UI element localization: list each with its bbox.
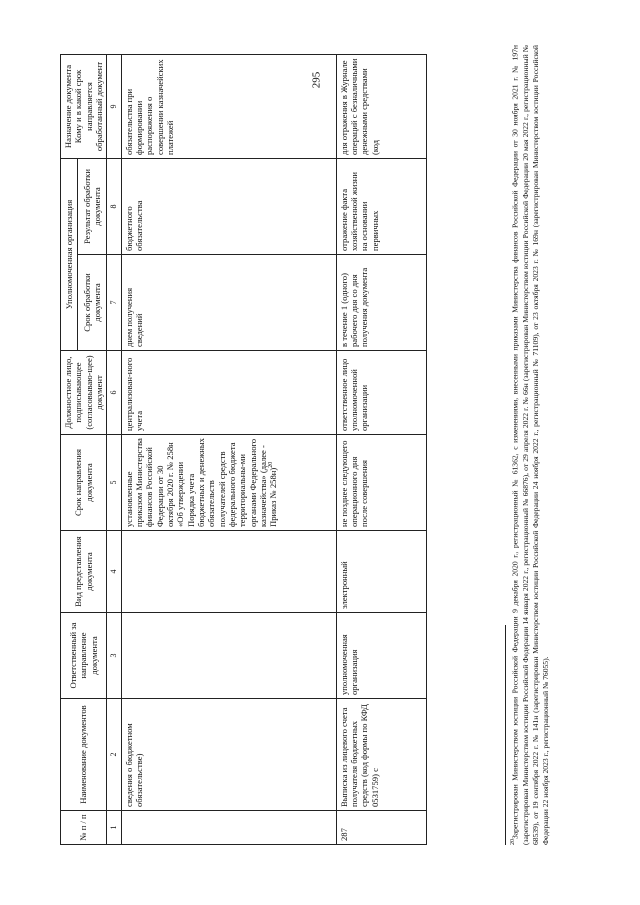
footnote bbox=[505, 45, 552, 845]
header-signing-official: Должностное лицо, подписывающее (согласовываю-щее) документ bbox=[61, 351, 107, 435]
column-number: 9 bbox=[107, 54, 122, 158]
column-number: 2 bbox=[107, 699, 122, 811]
footnote-divider bbox=[505, 625, 506, 845]
column-number: 3 bbox=[107, 613, 122, 699]
cell-processing-deadline: в течение 1 (одного) рабочего дня со дня получения документа bbox=[336, 255, 426, 351]
header-number: № п / п bbox=[61, 811, 107, 845]
cell-signing-official: ответственное лицо уполномоченной организации bbox=[336, 351, 426, 435]
table-row bbox=[121, 54, 336, 844]
column-numbers-row bbox=[107, 54, 122, 844]
cell-presentation-type: электронный bbox=[336, 531, 426, 613]
header-document-name: Наименование документов bbox=[61, 699, 107, 811]
cell-purpose: обязательства при формировании распоряжения о совершении казначейских платежей bbox=[121, 54, 336, 158]
cell-processing-result: бюджетного обязательства bbox=[121, 158, 336, 254]
header-processing-deadline: Срок обработки документа bbox=[78, 255, 107, 351]
header-purpose: Назначение документа Кому и в какой срок направляется обработанный документ bbox=[61, 54, 107, 158]
cell-document-name: сведения о бюджетном обязательстве) bbox=[121, 699, 336, 811]
footnote-mark: 20 bbox=[510, 839, 516, 845]
cell-send-deadline bbox=[121, 435, 336, 531]
table-row bbox=[336, 54, 426, 844]
header-presentation-type: Вид представления документа bbox=[61, 531, 107, 613]
cell-responsible bbox=[121, 613, 336, 699]
header-authorized-org: Уполномоченная организация bbox=[61, 158, 78, 350]
cell-number bbox=[121, 811, 336, 845]
cell-processing-deadline: днем получения сведений bbox=[121, 255, 336, 351]
cell-send-deadline-text: не позднее следующего операционного дня после совершения bbox=[338, 440, 370, 527]
header-send-deadline: Срок направления документа bbox=[61, 435, 107, 531]
cell-processing-result: отражение факта хозяйственной жизни на основании первичных bbox=[336, 158, 426, 254]
cell-document-name: Выписка из лицевого счета получателя бюджетных средств (код формы по КФД 0531759) с bbox=[336, 699, 426, 811]
document-table bbox=[60, 54, 427, 845]
footnote-text: Зарегистрирован Министерством юстиции Российской Федерации 9 декабря 2020 г., регистрационный № 61362, с изменениями, внесенными приказами Министерства финансов Российской Федерации от 30 ноября 2021 г. № 197н (зарегистрирован Министерством юстиции Российской Федерации 14 января 2022 г., регистрационный № 66876), от 29 апреля 2022 г. № 66н (зарегистрирован Министерством юстиции Российской Федерации 20 мая 2022 г., регистрационный № 68539), от 19 сентября 2022 г. № 141н (зарегистрирован Министерством юстиции Российской Федерации 24 ноября 2022 г., регистрационный № 71109), от 23 октября 2023 г. № 169н (зарегистрирован Министерством юстиции Российской Федерации 22 ноября 2023 г., регистрационный № 76055). bbox=[510, 45, 551, 845]
page-number: 295 bbox=[310, 71, 323, 89]
column-number: 6 bbox=[107, 351, 122, 435]
cell-presentation-type bbox=[121, 531, 336, 613]
cell-responsible: уполномоченная организация bbox=[336, 613, 426, 699]
column-number: 5 bbox=[107, 435, 122, 531]
column-number: 8 bbox=[107, 158, 122, 254]
header-processing-result: Результат обработки документа bbox=[78, 158, 107, 254]
cell-number: 287 bbox=[336, 811, 426, 845]
cell-send-deadline bbox=[336, 435, 426, 531]
column-number: 7 bbox=[107, 255, 122, 351]
column-number: 1 bbox=[107, 811, 122, 845]
cell-send-deadline-text: установленные приказом Министерства финансов Российской Федерации от 30 октября 2020 г. № 258н «Об утверждении Порядка учета бюджетных и денежных обязательств получателей средств федерального бюджета территориальны-ми органами Федерального казначейства» (далее - Приказ № 258н) bbox=[123, 438, 279, 527]
footnote-reference: 20 bbox=[268, 461, 275, 468]
header-row bbox=[61, 54, 78, 844]
column-number: 4 bbox=[107, 531, 122, 613]
cell-purpose: для отражения в Журнале операций с безналичными денежными средствами (код bbox=[336, 54, 426, 158]
cell-signing-official: централизован-ного учета bbox=[121, 351, 336, 435]
header-responsible: Ответственный за направление документа bbox=[61, 613, 107, 699]
